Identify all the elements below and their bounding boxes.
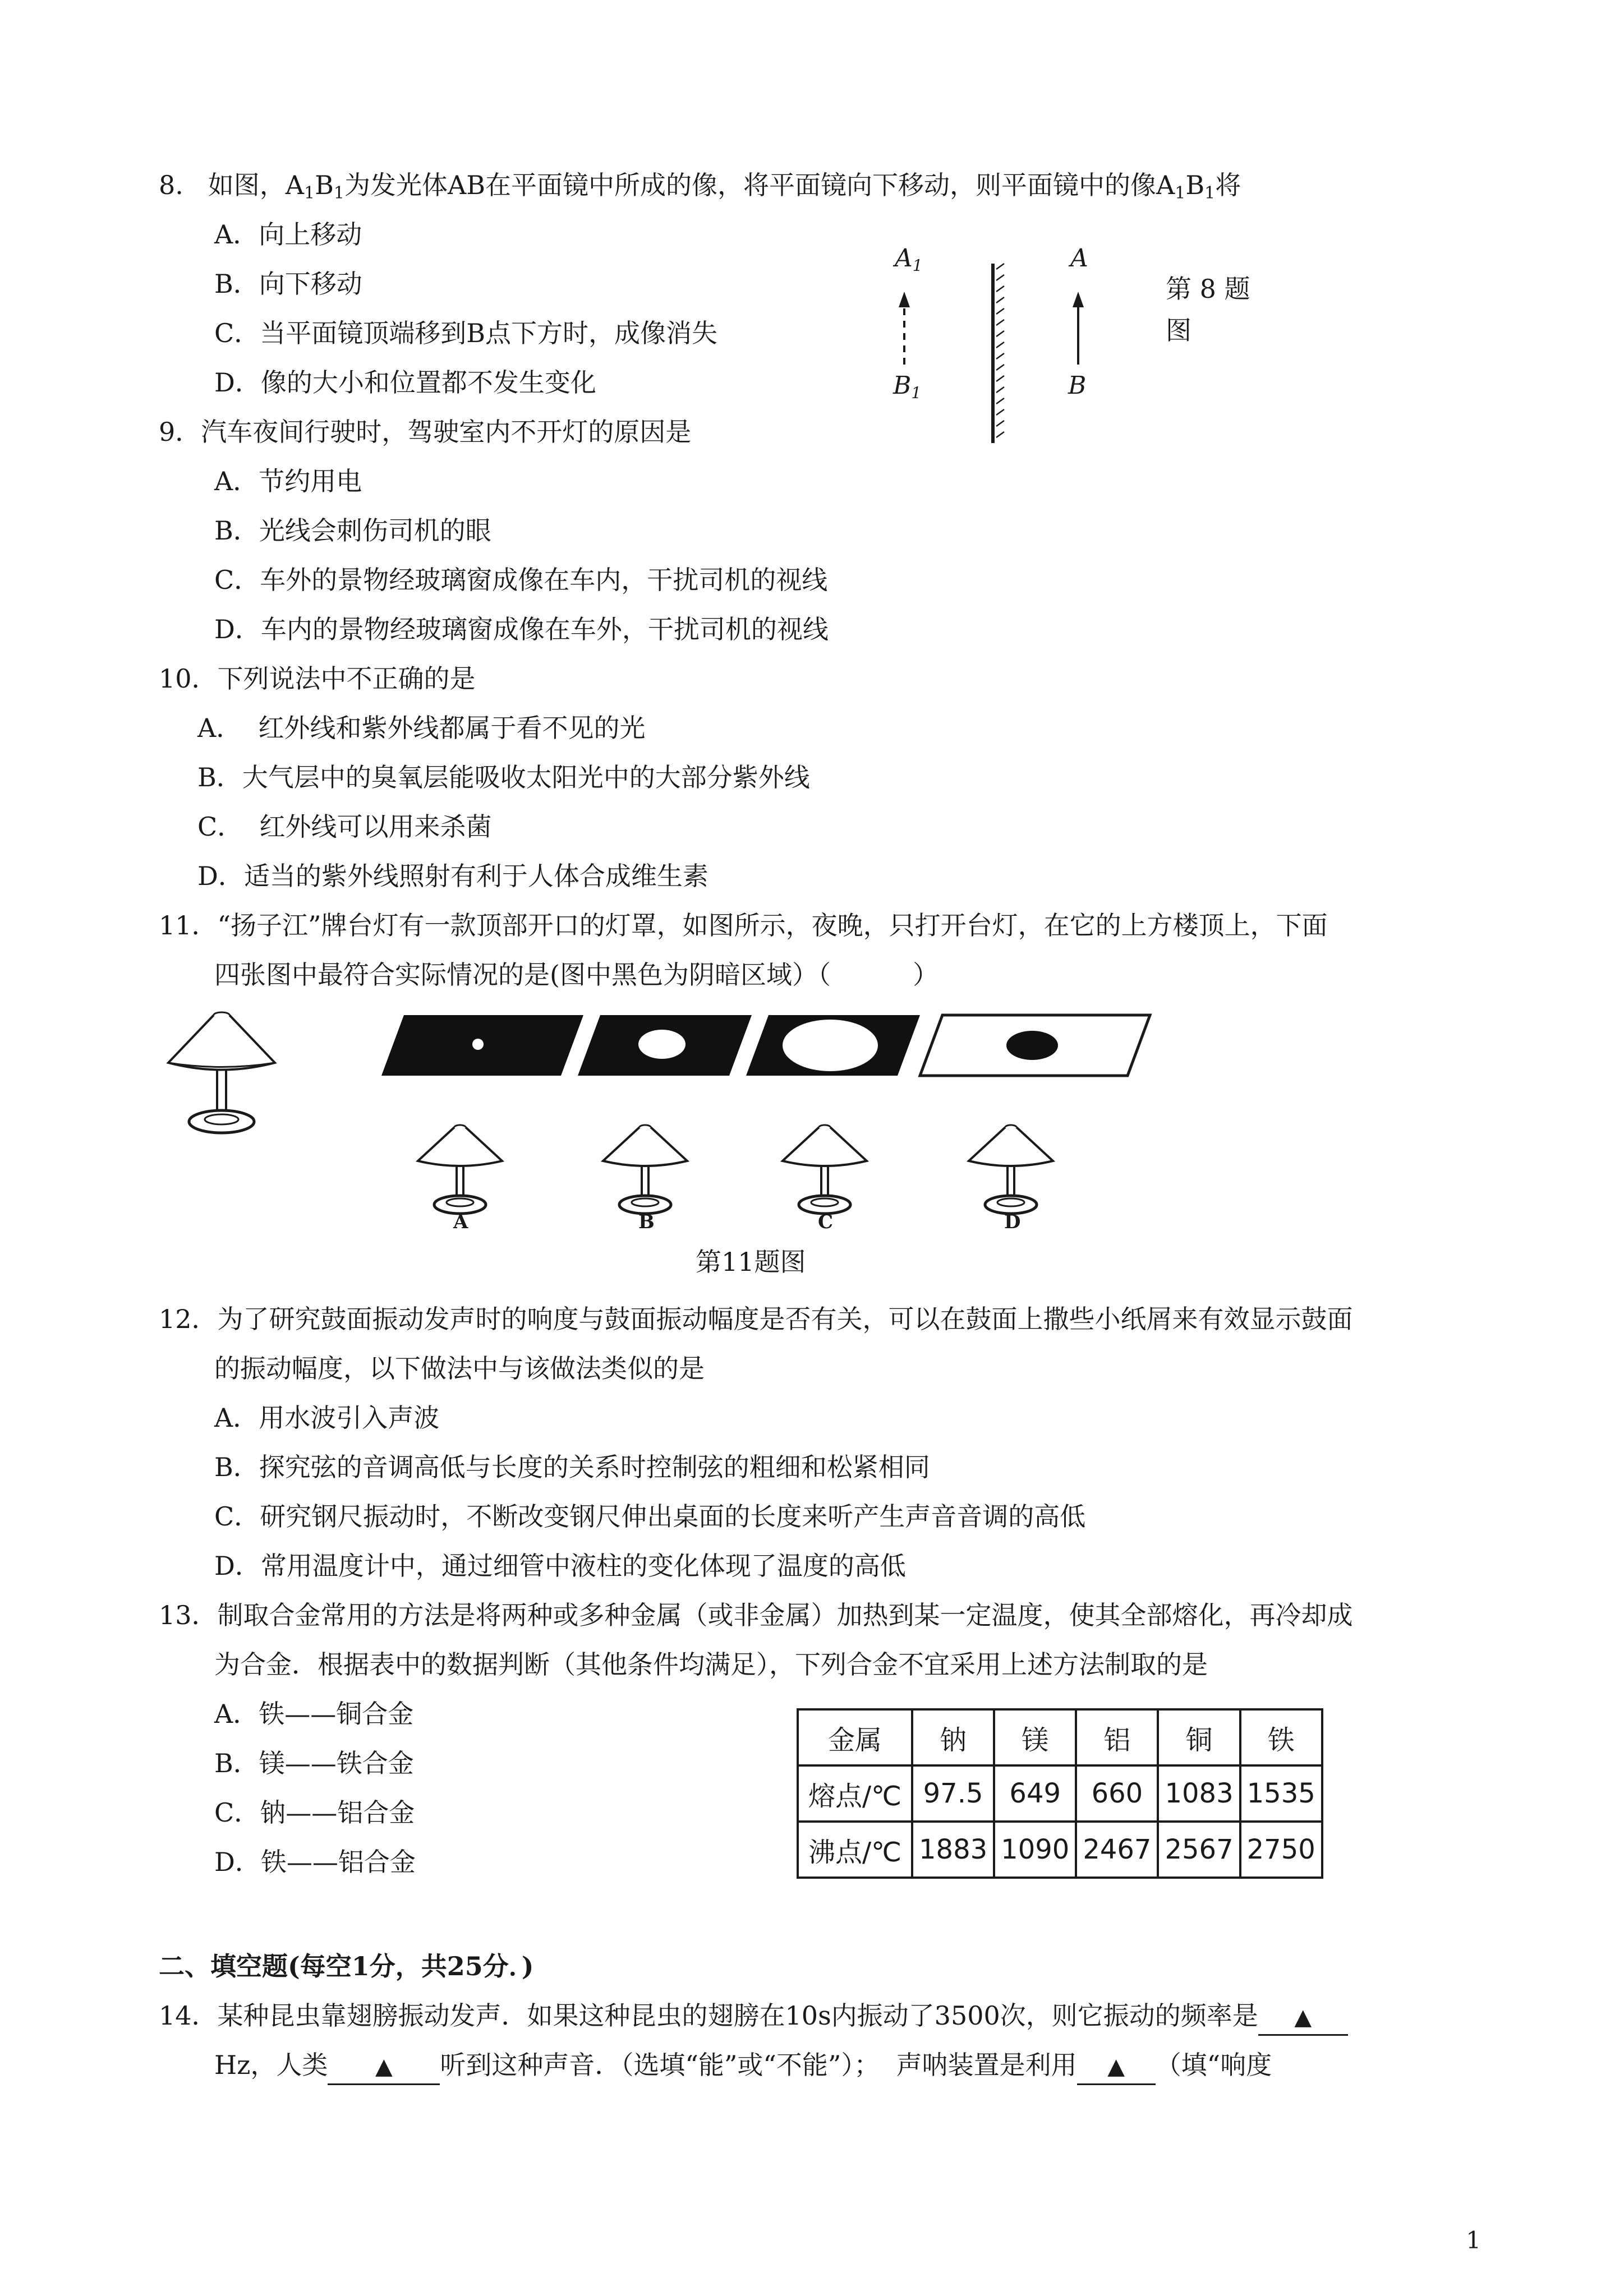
q8-stem: 8. 如图，$A_1B_1$为发光体AB在平面镜中所成的像，将平面镜向下移动，则平面镜中的像$A_1B_1$将 — [159, 170, 1241, 203]
q12-option-d: D．常用温度计中，通过细管中液柱的变化体现了温度的高低 — [214, 1551, 906, 1581]
table-header-cell: 铁 — [1240, 1709, 1322, 1765]
table-header-cell: 镁 — [994, 1709, 1076, 1765]
label-b: B — [1068, 371, 1087, 400]
table-cell: 1883 — [912, 1822, 994, 1878]
lamp-a — [418, 1125, 502, 1214]
q11-line2: 四张图中最符合实际情况的是(图中黑色为阴暗区域）（ ） — [214, 960, 939, 990]
q13-line1: 13．制取合金常用的方法是将两种或多种金属（或非金属）加热到某一定温度，使其全部熔化，再冷却成 — [159, 1600, 1353, 1630]
q13-option-b: B．镁——铁合金 — [214, 1748, 414, 1778]
q14-line2: Hz，人类 ▲ 听到这种声音．（选填“能”或“不能”）； 声呐装置是利用 ▲ （填“响度 — [214, 2048, 1272, 2085]
q8-option-a: A．向上移动 — [214, 219, 362, 250]
table-cell: 熔点/℃ — [798, 1765, 912, 1822]
q12-option-c: C．研究钢尺振动时，不断改变钢尺伸出桌面的长度来听产生声音音调的高低 — [214, 1501, 1086, 1532]
table-header-cell: 铜 — [1158, 1709, 1240, 1765]
q10-stem: 10．下列说法中不正确的是 — [159, 663, 476, 694]
q8-option-b: B．向下移动 — [214, 269, 362, 299]
reference-lamp — [168, 1012, 275, 1133]
table-header-cell: 钠 — [912, 1709, 994, 1765]
panel-c-light-spot — [783, 1020, 878, 1071]
q13-option-d: D．铁——铝合金 — [214, 1847, 416, 1877]
q9-option-b: B．光线会刺伤司机的眼 — [214, 515, 491, 546]
q13-option-c: C．钠——铝合金 — [214, 1797, 415, 1828]
label-a1: A1 — [895, 244, 923, 275]
panel-b-light-spot — [638, 1030, 686, 1059]
lamp-b — [603, 1125, 687, 1214]
q13-line2: 为合金．根据表中的数据判断（其他条件均满足），下列合金不宜采用上述方法制取的是 — [214, 1649, 1208, 1680]
panel-d-dark-spot — [1006, 1031, 1058, 1060]
table-row — [798, 1822, 1322, 1878]
q12-option-b: B．探究弦的音调高低与长度的关系时控制弦的粗细和松紧相同 — [214, 1452, 930, 1482]
lamp-d — [969, 1125, 1053, 1214]
mirror-hatching — [996, 264, 1004, 437]
q10-option-a: A． 红外线和紫外线都属于看不见的光 — [197, 713, 646, 743]
label-b1: B1 — [893, 371, 922, 402]
q14-line1: 14．某种昆虫靠翅膀振动发声．如果这种昆虫的翅膀在10s内振动了3500次，则它振动的频率是 ▲ — [159, 1999, 1348, 2036]
table-cell: 1535 — [1240, 1765, 1322, 1822]
table-cell: 1083 — [1158, 1765, 1240, 1822]
q10-option-b: B．大气层中的臭氧层能吸收太阳光中的大部分紫外线 — [197, 762, 810, 792]
label-option-a: A — [453, 1211, 468, 1233]
answer-blank-2[interactable]: ▲ — [328, 2048, 440, 2085]
table-cell: 2750 — [1240, 1822, 1322, 1878]
lamp-c — [783, 1125, 867, 1214]
table-header-cell: 金属 — [798, 1709, 912, 1765]
table-cell: 沸点/℃ — [798, 1822, 912, 1878]
q10-option-d: D．适当的紫外线照射有利于人体合成维生素 — [197, 861, 709, 891]
q8-figure-caption: 第 8 题 图 — [1166, 274, 1250, 345]
q12-option-a: A．用水波引入声波 — [214, 1403, 440, 1433]
q10-option-c: C． 红外线可以用来杀菌 — [197, 812, 492, 842]
object-arrowhead — [1073, 292, 1084, 307]
table-row — [798, 1765, 1322, 1822]
label-option-b: B — [638, 1211, 655, 1233]
q11-figure-caption: 第11题图 — [696, 1247, 806, 1277]
q11-lamp-figure — [157, 1015, 1167, 1239]
q9-option-a: A．节约用电 — [214, 466, 362, 496]
answer-blank-1[interactable]: ▲ — [1258, 1999, 1348, 2036]
section-2-title: 二、填空题(每空1分，共25分．) — [159, 1951, 534, 1981]
q13-option-a: A．铁——铜合金 — [214, 1699, 414, 1729]
table-cell: 2567 — [1158, 1822, 1240, 1878]
metal-properties-table — [797, 1708, 1323, 1879]
table-header-cell: 铝 — [1076, 1709, 1158, 1765]
q9-option-d: D．车内的景物经玻璃窗成像在车外，干扰司机的视线 — [214, 614, 829, 644]
answer-blank-3[interactable]: ▲ — [1077, 2048, 1156, 2085]
label-a: A — [1070, 244, 1088, 273]
panel-a-light-spot — [472, 1039, 484, 1050]
image-arrowhead — [899, 292, 910, 307]
table-cell: 660 — [1076, 1765, 1158, 1822]
table-cell: 649 — [994, 1765, 1076, 1822]
page-number: 1 — [1466, 2226, 1481, 2254]
table-header-row — [798, 1709, 1322, 1765]
q9-stem: 9．汽车夜间行驶时，驾驶室内不开灯的原因是 — [159, 417, 692, 447]
label-option-d: D — [1004, 1211, 1021, 1233]
q8-option-d: D．像的大小和位置都不发生变化 — [214, 367, 596, 398]
q8-option-c: C．当平面镜顶端移到B点下方时，成像消失 — [214, 318, 717, 348]
label-option-c: C — [818, 1211, 834, 1233]
q9-option-c: C．车外的景物经玻璃窗成像在车内，干扰司机的视线 — [214, 565, 828, 595]
table-cell: 1090 — [994, 1822, 1076, 1878]
q8-mirror-figure — [893, 244, 1212, 449]
table-cell: 97.5 — [912, 1765, 994, 1822]
table-cell: 2467 — [1076, 1822, 1158, 1878]
q12-line1: 12．为了研究鼓面振动发声时的响度与鼓面振动幅度是否有关，可以在鼓面上撒些小纸屑来有效显示鼓面 — [159, 1304, 1353, 1334]
q11-line1: 11．“扬子江”牌台灯有一款顶部开口的灯罩，如图所示，夜晚，只打开台灯，在它的上方楼顶上，下面 — [159, 910, 1328, 940]
q12-line2: 的振动幅度，以下做法中与该做法类似的是 — [214, 1353, 705, 1384]
